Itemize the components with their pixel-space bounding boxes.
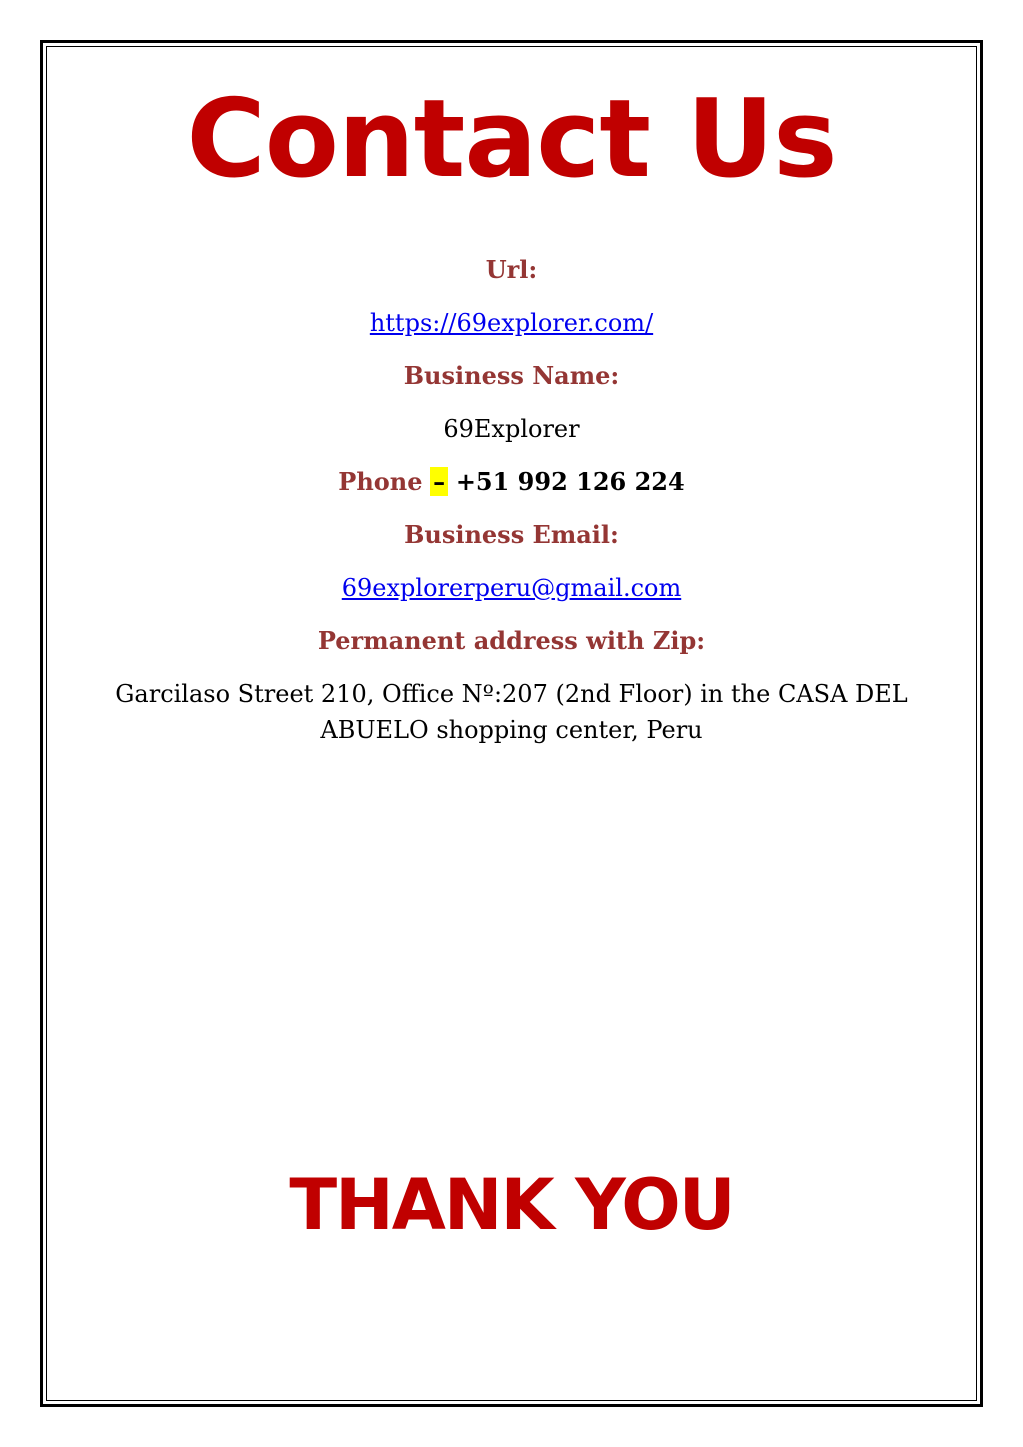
address-line-2: [0, 713, 1023, 747]
business-name-label-line: [0, 359, 1023, 393]
page-title: Contact Us: [186, 77, 837, 202]
address-line-1: [0, 677, 1023, 711]
business-name-value-line: [0, 412, 1023, 446]
address-label-line: [0, 624, 1023, 658]
address-text-2: ABUELO shopping center, Peru: [320, 716, 703, 744]
address-text-1: Garcilaso Street 210, Office Nº:207 (2nd Floor) in the CASA DEL: [115, 680, 908, 708]
email-label-line: [0, 518, 1023, 552]
phone-line: [0, 465, 1023, 499]
url-value-line: [0, 306, 1023, 340]
phone-value: +51 992 126 224: [455, 467, 685, 496]
email-value-line: [0, 571, 1023, 605]
thank-you-heading: THANK YOU: [289, 1164, 734, 1246]
phone-separator: –: [430, 467, 448, 496]
business-name-value: 69Explorer: [443, 415, 580, 443]
website-link[interactable]: https://69explorer.com/: [369, 309, 654, 337]
business-name-label: Business Name:: [403, 361, 620, 390]
url-label: Url:: [485, 255, 538, 284]
address-label: Permanent address with Zip:: [317, 626, 706, 655]
email-label: Business Email:: [404, 520, 619, 549]
phone-label: Phone: [338, 467, 423, 496]
url-label-line: [0, 253, 1023, 287]
email-link[interactable]: 69explorerperu@gmail.com: [341, 574, 682, 602]
